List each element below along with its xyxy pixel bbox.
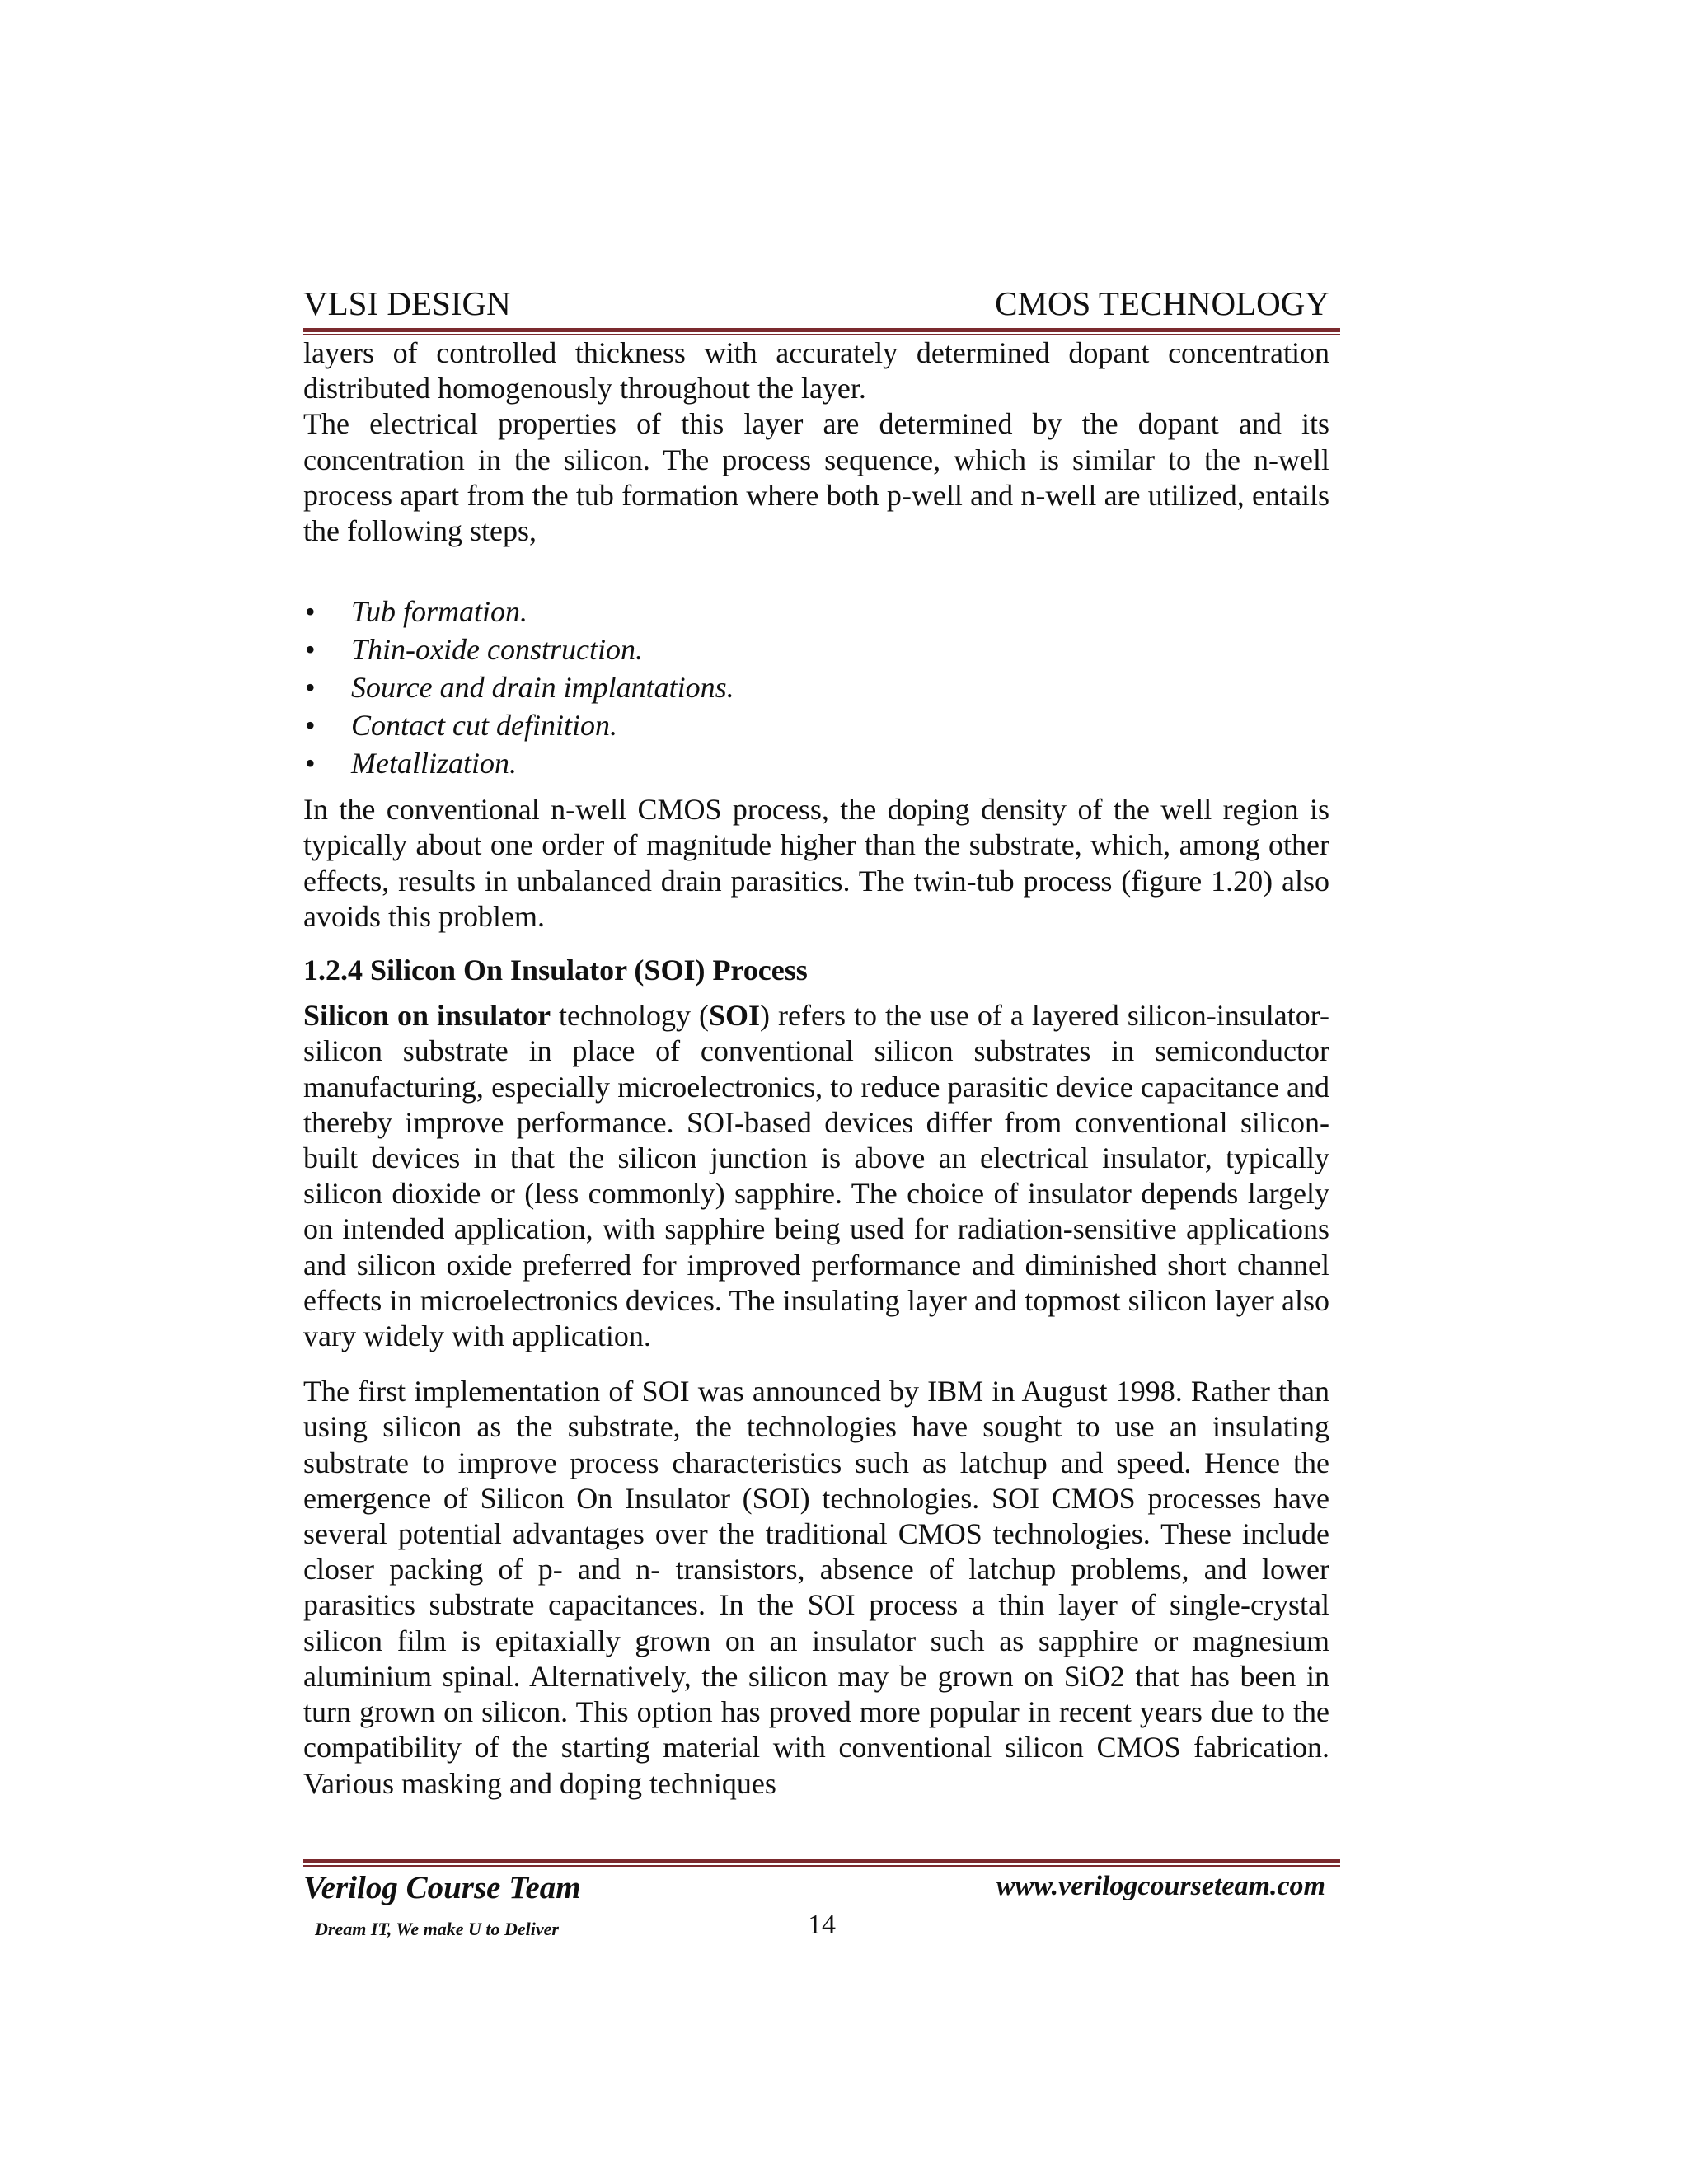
page-body	[303, 335, 1329, 1802]
list-item	[303, 593, 1329, 630]
footer-rule-thin	[303, 1865, 1340, 1867]
header-title: VLSI DESIGN	[303, 284, 511, 322]
intro-paragraph-2: The electrical properties of this layer are determined by the dopant and its concentration in the silicon. The process sequence, which is similar to the n-well process apart from the tub formation where both p-well and n-well are utilized, entails the following steps,	[303, 407, 1329, 548]
soi-term: Silicon on insulator	[303, 999, 551, 1033]
footer-brand: Verilog Course Team	[303, 1870, 581, 1905]
footer-tagline: Dream IT, We make U to Deliver	[315, 1919, 559, 1939]
step-text: Metallization.	[351, 747, 517, 780]
list-item	[303, 630, 1329, 668]
intro-paragraph-1: layers of controlled thickness with accurately determined dopant concentration distributed homogenously throughout the layer.	[303, 336, 1329, 405]
section-heading: 1.2.4 Silicon On Insulator (SOI) Process	[303, 954, 808, 987]
step-text: Thin-oxide construction.	[351, 633, 643, 667]
soi-abbr: SOI	[709, 999, 761, 1033]
blank-line	[303, 549, 1329, 584]
step-text: Tub formation.	[351, 595, 528, 629]
step-text: Contact cut definition.	[351, 709, 617, 743]
list-item	[303, 744, 1329, 782]
bullet-icon: •	[305, 671, 316, 705]
footer-url: www.verilogcourseteam.com	[996, 1871, 1325, 1901]
soi-text-a: technology (	[551, 999, 709, 1033]
bullet-icon: •	[305, 709, 316, 743]
soi-paragraph-1	[303, 998, 1329, 1354]
bullet-icon: •	[305, 633, 316, 667]
process-steps-list	[303, 593, 1329, 782]
soi-paragraph-2: The first implementation of SOI was announced by IBM in August 1998. Rather than using silicon as the substrate, the technologies have sought to use an insulating substrate to improve process characteristics such as latchup and speed. Hence the emergence of Silicon On Insulator (SOI) technologies. SOI CMOS processes have several potential advantages over the traditional CMOS technologies. These include closer packing of p- and n- transistors, absence of latchup problems, and lower parasitics substrate capacitances. In the SOI process a thin layer of single-crystal silicon film is epitaxially grown on an insulator such as sapphire or magnesium aluminium spinal. Alternatively, the silicon may be grown on SiO2 that has been in turn grown on silicon. This option has proved more popular in recent years due to the compatibility of the starting material with conventional silicon CMOS fabrication. Various masking and doping techniques	[303, 1375, 1329, 1800]
bullet-icon: •	[305, 747, 316, 780]
list-item	[303, 668, 1329, 706]
footer-rule-thick	[303, 1859, 1340, 1863]
page-header	[303, 279, 1329, 328]
header-chapter: CMOS TECHNOLOGY	[995, 284, 1329, 322]
header-rule-thick	[303, 328, 1340, 332]
bullet-icon: •	[305, 595, 316, 629]
list-item	[303, 706, 1329, 744]
twin-tub-paragraph: In the conventional n-well CMOS process, the doping density of the well region is typically about one order of magnitude higher than the substrate, which, among other effects, results in unbalanced drain parasitics. The twin-tub process (figure 1.20) also avoids this problem.	[303, 793, 1329, 933]
step-text: Source and drain implantations.	[351, 671, 734, 705]
page-number: 14	[808, 1910, 836, 1940]
soi-text-b: ) refers to the use of a layered silicon-insulator-silicon substrate in place of conventional silicon substrates in semiconductor manufacturing, especially microelectronics, to reduce parasitic device capacitance and thereby improve performance. SOI-based devices differ from conventional silicon-built devices in that the silicon junction is above an electrical insulator, typically silicon dioxide or (less commonly) sapphire. The choice of insulator depends largely on intended application, with sapphire being used for radiation-sensitive applications and silicon oxide preferred for improved performance and diminished short channel effects in microelectronics devices. The insulating layer and topmost silicon layer also vary widely with application.	[303, 999, 1329, 1353]
